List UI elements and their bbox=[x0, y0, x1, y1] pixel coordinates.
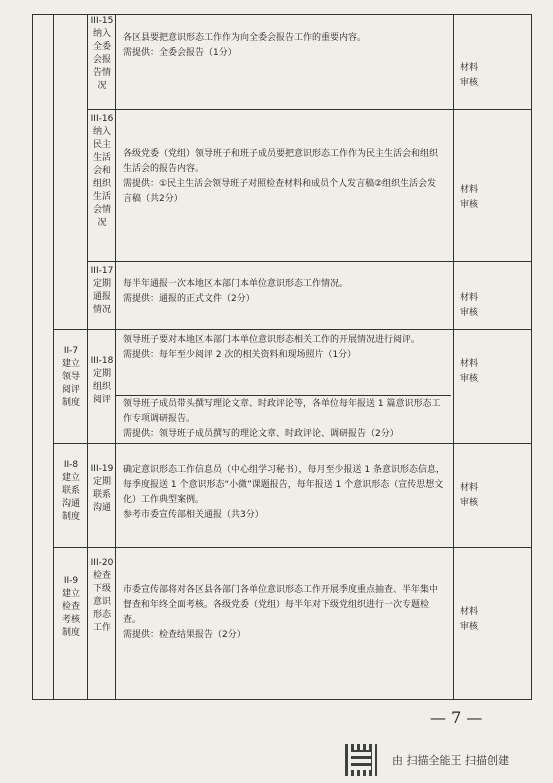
grid-line bbox=[53, 15, 54, 699]
group-title: 建立领导阅评制度 bbox=[61, 359, 80, 408]
check-method: 材料审核 bbox=[459, 607, 478, 632]
item-code: III-19 bbox=[90, 464, 114, 474]
item-content: 每半年通报一次本地区本部门本单位意识形态工作情况。 bbox=[123, 279, 349, 289]
item-content-cell bbox=[123, 463, 445, 523]
item-required: 需提供：①民主生活会领导班子对照检查材料和成员个人发言稿②组织生活会发言稿（共2分） bbox=[123, 179, 437, 204]
item-content-cell bbox=[123, 277, 445, 307]
item-content-cell bbox=[123, 31, 445, 61]
group-code: II-7 bbox=[63, 346, 79, 356]
item-code: III-18 bbox=[90, 356, 114, 366]
item-code-cell bbox=[89, 557, 115, 635]
grid-line bbox=[87, 109, 531, 110]
item-content: 领导班子要对本地区本部门本单位意识形态相关工作的开展情况进行阅评。 bbox=[123, 335, 421, 345]
scanner-watermark: 由 扫描全能王 扫描创建 bbox=[392, 754, 509, 767]
grid-line bbox=[115, 395, 451, 396]
grid-line bbox=[87, 15, 88, 699]
grid-line bbox=[115, 15, 116, 699]
group-title: 建立联系沟通制度 bbox=[61, 473, 80, 522]
item-content: 市委宣传部将对各区县各部门各单位意识形态工作开展季度重点抽查、半年集中督查和年终全面考核。各级党委（党组）每半年对下级党组织进行一次专题检查。 bbox=[123, 585, 439, 625]
check-method: 材料审核 bbox=[459, 359, 478, 384]
page-number: — 7 — bbox=[430, 708, 483, 727]
item-required: 参考市委宣传部相关通报（共3分） bbox=[123, 510, 264, 520]
grid-line bbox=[53, 547, 531, 548]
item-content-cell bbox=[123, 147, 445, 207]
check-method: 材料审核 bbox=[459, 63, 478, 88]
item-title: 定期组织阅评 bbox=[93, 369, 112, 405]
item-content: 各区县要把意识形态工作作为向全委会报告工作的重要内容。 bbox=[123, 33, 367, 43]
item-code: III-16 bbox=[90, 114, 114, 124]
grid-line bbox=[87, 261, 531, 262]
item-required: 需提供：领导班子成员撰写的理论文章、时政评论、调研报告（2分） bbox=[123, 429, 399, 439]
item-content-cell bbox=[123, 333, 445, 363]
item-title: 纳入全委会报告情况 bbox=[93, 29, 112, 91]
item-code-cell bbox=[89, 15, 115, 93]
item-title: 检查下级意识形态工作 bbox=[93, 571, 112, 633]
group-code-cell bbox=[55, 345, 87, 410]
item-code: III-17 bbox=[90, 266, 114, 276]
qr-code-icon bbox=[345, 744, 377, 776]
item-code-cell bbox=[89, 463, 115, 515]
item-code-cell bbox=[89, 113, 115, 230]
group-code: II-8 bbox=[63, 460, 79, 470]
item-content: 领导班子成员带头撰写理论文章、时政评论等，各单位每年报送 1 篇意识形态工作专项调研报告。 bbox=[123, 399, 441, 424]
check-method: 材料审核 bbox=[459, 293, 478, 318]
item-code-cell bbox=[89, 265, 115, 317]
item-content: 确定意识形态工作信息员（中心组学习秘书），每月至少报送 1 条意识形态信息，每季度报送 1 个意识形态“小微”课题报告，每年报送 1 个意识形态（宣传思想文化）工作典型案例。 bbox=[123, 465, 445, 505]
check-method: 材料审核 bbox=[459, 483, 478, 508]
evaluation-table bbox=[32, 14, 532, 700]
grid-line bbox=[53, 329, 531, 330]
item-required: 需提供：通报的正式文件（2分） bbox=[123, 294, 255, 304]
group-code-cell bbox=[55, 575, 87, 640]
group-code-cell bbox=[55, 459, 87, 524]
item-content: 各级党委（党组）领导班子和班子成员要把意识形态工作作为民主生活会和组织生活会的报告内容。 bbox=[123, 149, 439, 174]
item-title: 定期联系沟通 bbox=[93, 477, 112, 513]
check-method: 材料审核 bbox=[459, 185, 478, 210]
item-code: III-20 bbox=[90, 558, 114, 568]
item-title: 纳入民主生活会和组织生活会情况 bbox=[93, 127, 112, 228]
group-code: II-9 bbox=[63, 576, 79, 586]
item-required: 需提供：每年至少阅评 2 次的相关资料和现场照片（1分） bbox=[123, 350, 357, 360]
group-title: 建立检查考核制度 bbox=[61, 589, 80, 638]
item-code-cell bbox=[89, 355, 115, 407]
grid-line bbox=[53, 443, 531, 444]
item-content-cell bbox=[123, 397, 445, 442]
item-required: 需提供：检查结果报告（2分） bbox=[123, 630, 246, 640]
grid-line bbox=[453, 15, 454, 699]
item-content-cell bbox=[123, 583, 445, 643]
item-required: 需提供：全委会报告（1分） bbox=[123, 48, 237, 58]
item-code: III-15 bbox=[90, 16, 114, 26]
item-title: 定期通报情况 bbox=[93, 279, 112, 315]
